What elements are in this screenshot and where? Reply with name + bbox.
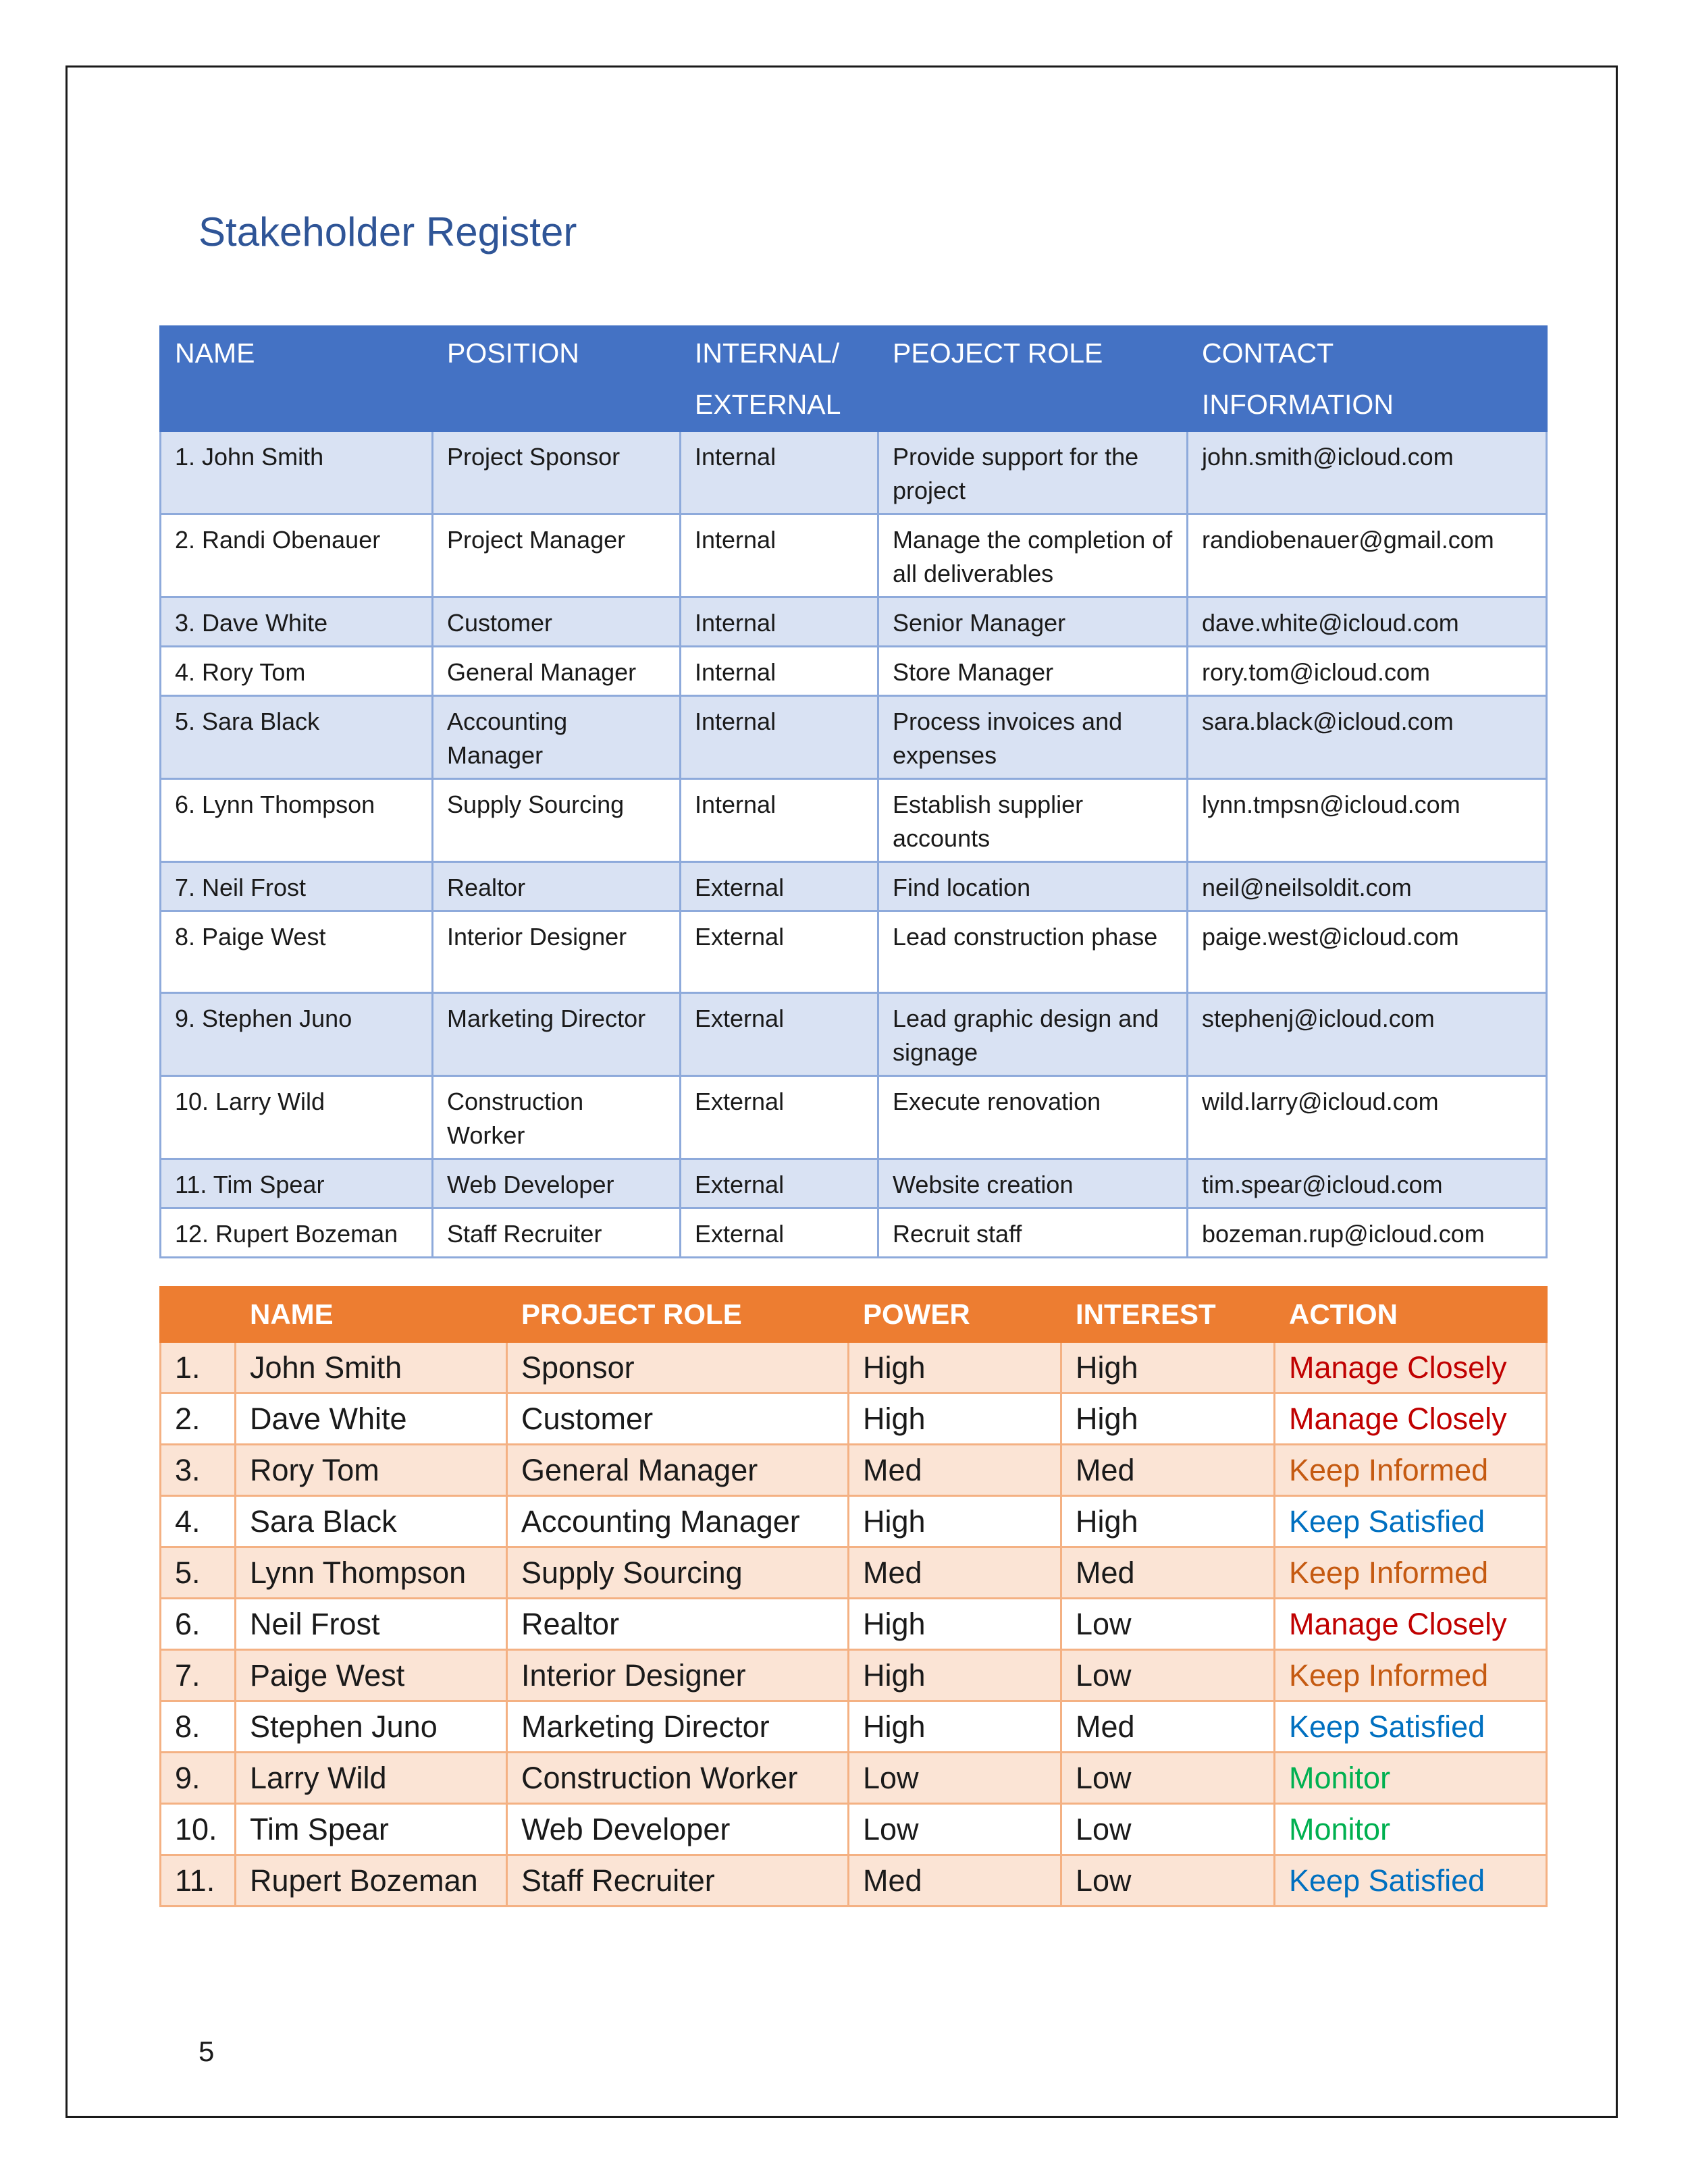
contact-cell: paige.west@icloud.com	[1188, 911, 1547, 993]
internal-external-cell: Internal	[681, 514, 878, 597]
project-role-cell: Lead graphic design and signage	[878, 993, 1188, 1076]
project-role-cell: Provide support for the project	[878, 431, 1188, 514]
table-row	[161, 1342, 1547, 1393]
interest-cell: Med	[1061, 1701, 1275, 1753]
action-cell: Monitor	[1275, 1804, 1547, 1855]
power-cell: High	[849, 1496, 1061, 1547]
internal-external-cell: External	[681, 993, 878, 1076]
register-header-row	[161, 327, 1547, 431]
table-row	[161, 1855, 1547, 1907]
position-cell: Accounting Manager	[433, 696, 681, 779]
interest-cell: High	[1061, 1342, 1275, 1393]
position-cell: Customer	[433, 597, 681, 647]
internal-external-cell: Internal	[681, 647, 878, 696]
internal-external-cell: External	[681, 1159, 878, 1208]
project-role-cell: Establish supplier accounts	[878, 779, 1188, 862]
table-row	[161, 911, 1547, 993]
column-header: NAME	[161, 327, 433, 431]
power-cell: Med	[849, 1445, 1061, 1496]
column-header	[161, 1287, 236, 1342]
name-cell: 7. Neil Frost	[161, 862, 433, 911]
contact-cell: john.smith@icloud.com	[1188, 431, 1547, 514]
column-header: POWER	[849, 1287, 1061, 1342]
project-role-cell: Sponsor	[507, 1342, 849, 1393]
internal-external-cell: Internal	[681, 779, 878, 862]
column-header: PEOJECT ROLE	[878, 327, 1188, 431]
action-cell: Keep Satisfied	[1275, 1855, 1547, 1907]
contact-cell: sara.black@icloud.com	[1188, 696, 1547, 779]
table-row	[161, 1393, 1547, 1445]
position-cell: Project Manager	[433, 514, 681, 597]
column-header: POSITION	[433, 327, 681, 431]
table-row	[161, 1753, 1547, 1804]
internal-external-cell: Internal	[681, 431, 878, 514]
table-row	[161, 597, 1547, 647]
position-cell: Web Developer	[433, 1159, 681, 1208]
table-row	[161, 1599, 1547, 1650]
contact-cell: stephenj@icloud.com	[1188, 993, 1547, 1076]
project-role-cell: Recruit staff	[878, 1208, 1188, 1258]
internal-external-cell: External	[681, 1076, 878, 1159]
table-row	[161, 647, 1547, 696]
name-cell: Tim Spear	[236, 1804, 507, 1855]
number-cell: 4.	[161, 1496, 236, 1547]
column-header: NAME	[236, 1287, 507, 1342]
action-cell: Keep Informed	[1275, 1650, 1547, 1701]
interest-cell: Med	[1061, 1547, 1275, 1599]
name-cell: 12. Rupert Bozeman	[161, 1208, 433, 1258]
action-cell: Keep Informed	[1275, 1547, 1547, 1599]
contact-cell: tim.spear@icloud.com	[1188, 1159, 1547, 1208]
name-cell: 1. John Smith	[161, 431, 433, 514]
project-role-cell: Manage the completion of all deliverables	[878, 514, 1188, 597]
table-row	[161, 696, 1547, 779]
project-role-cell: Senior Manager	[878, 597, 1188, 647]
column-header: ACTION	[1275, 1287, 1547, 1342]
number-cell: 1.	[161, 1342, 236, 1393]
name-cell: Neil Frost	[236, 1599, 507, 1650]
action-cell: Keep Satisfied	[1275, 1701, 1547, 1753]
position-cell: Interior Designer	[433, 911, 681, 993]
position-cell: General Manager	[433, 647, 681, 696]
name-cell: Larry Wild	[236, 1753, 507, 1804]
contact-cell: bozeman.rup@icloud.com	[1188, 1208, 1547, 1258]
power-cell: Med	[849, 1547, 1061, 1599]
number-cell: 6.	[161, 1599, 236, 1650]
action-cell: Manage Closely	[1275, 1393, 1547, 1445]
power-interest-table	[159, 1286, 1548, 1907]
position-cell: Construction Worker	[433, 1076, 681, 1159]
project-role-cell: Interior Designer	[507, 1650, 849, 1701]
name-cell: 2. Randi Obenauer	[161, 514, 433, 597]
power-cell: Low	[849, 1753, 1061, 1804]
table-row	[161, 1159, 1547, 1208]
number-cell: 11.	[161, 1855, 236, 1907]
table-row	[161, 779, 1547, 862]
position-cell: Realtor	[433, 862, 681, 911]
interest-cell: High	[1061, 1496, 1275, 1547]
stakeholder-register-table	[159, 325, 1548, 1258]
number-cell: 10.	[161, 1804, 236, 1855]
number-cell: 3.	[161, 1445, 236, 1496]
table-row	[161, 993, 1547, 1076]
position-cell: Project Sponsor	[433, 431, 681, 514]
name-cell: 11. Tim Spear	[161, 1159, 433, 1208]
table-row	[161, 431, 1547, 514]
interest-cell: Low	[1061, 1650, 1275, 1701]
name-cell: Stephen Juno	[236, 1701, 507, 1753]
table-row	[161, 862, 1547, 911]
number-cell: 5.	[161, 1547, 236, 1599]
interest-cell: Med	[1061, 1445, 1275, 1496]
project-role-cell: Process invoices and expenses	[878, 696, 1188, 779]
column-header: INTEREST	[1061, 1287, 1275, 1342]
project-role-cell: Store Manager	[878, 647, 1188, 696]
name-cell: Rory Tom	[236, 1445, 507, 1496]
power-cell: Med	[849, 1855, 1061, 1907]
name-cell: 9. Stephen Juno	[161, 993, 433, 1076]
position-cell: Marketing Director	[433, 993, 681, 1076]
table-row	[161, 1076, 1547, 1159]
name-cell: 6. Lynn Thompson	[161, 779, 433, 862]
interest-cell: Low	[1061, 1804, 1275, 1855]
name-cell: Sara Black	[236, 1496, 507, 1547]
contact-cell: neil@neilsoldit.com	[1188, 862, 1547, 911]
table-row	[161, 1547, 1547, 1599]
power-cell: High	[849, 1393, 1061, 1445]
project-role-cell: Web Developer	[507, 1804, 849, 1855]
action-cell: Keep Satisfied	[1275, 1496, 1547, 1547]
project-role-cell: General Manager	[507, 1445, 849, 1496]
project-role-cell: Marketing Director	[507, 1701, 849, 1753]
number-cell: 7.	[161, 1650, 236, 1701]
column-header: PROJECT ROLE	[507, 1287, 849, 1342]
name-cell: Dave White	[236, 1393, 507, 1445]
power-interest-header-row	[161, 1287, 1547, 1342]
table-row	[161, 1804, 1547, 1855]
power-cell: High	[849, 1701, 1061, 1753]
power-cell: High	[849, 1342, 1061, 1393]
contact-cell: randiobenauer@gmail.com	[1188, 514, 1547, 597]
action-cell: Manage Closely	[1275, 1342, 1547, 1393]
interest-cell: Low	[1061, 1599, 1275, 1650]
project-role-cell: Realtor	[507, 1599, 849, 1650]
table-row	[161, 1496, 1547, 1547]
internal-external-cell: External	[681, 1208, 878, 1258]
name-cell: Paige West	[236, 1650, 507, 1701]
page-number: 5	[199, 2035, 215, 2067]
name-cell: 8. Paige West	[161, 911, 433, 993]
contact-cell: wild.larry@icloud.com	[1188, 1076, 1547, 1159]
table-row	[161, 1650, 1547, 1701]
number-cell: 8.	[161, 1701, 236, 1753]
position-cell: Staff Recruiter	[433, 1208, 681, 1258]
column-header: CONTACT INFORMATION	[1188, 327, 1547, 431]
contact-cell: rory.tom@icloud.com	[1188, 647, 1547, 696]
project-role-cell: Construction Worker	[507, 1753, 849, 1804]
interest-cell: Low	[1061, 1855, 1275, 1907]
internal-external-cell: Internal	[681, 696, 878, 779]
name-cell: Lynn Thompson	[236, 1547, 507, 1599]
column-header: INTERNAL/ EXTERNAL	[681, 327, 878, 431]
table-row	[161, 1208, 1547, 1258]
table-row	[161, 1445, 1547, 1496]
internal-external-cell: Internal	[681, 597, 878, 647]
project-role-cell: Supply Sourcing	[507, 1547, 849, 1599]
project-role-cell: Staff Recruiter	[507, 1855, 849, 1907]
project-role-cell: Lead construction phase	[878, 911, 1188, 993]
power-cell: High	[849, 1599, 1061, 1650]
name-cell: 3. Dave White	[161, 597, 433, 647]
page-title: Stakeholder Register	[199, 209, 577, 255]
name-cell: 5. Sara Black	[161, 696, 433, 779]
power-cell: Low	[849, 1804, 1061, 1855]
project-role-cell: Customer	[507, 1393, 849, 1445]
contact-cell: lynn.tmpsn@icloud.com	[1188, 779, 1547, 862]
action-cell: Keep Informed	[1275, 1445, 1547, 1496]
interest-cell: High	[1061, 1393, 1275, 1445]
interest-cell: Low	[1061, 1753, 1275, 1804]
contact-cell: dave.white@icloud.com	[1188, 597, 1547, 647]
number-cell: 2.	[161, 1393, 236, 1445]
project-role-cell: Execute renovation	[878, 1076, 1188, 1159]
project-role-cell: Find location	[878, 862, 1188, 911]
power-cell: High	[849, 1650, 1061, 1701]
internal-external-cell: External	[681, 862, 878, 911]
name-cell: Rupert Bozeman	[236, 1855, 507, 1907]
project-role-cell: Accounting Manager	[507, 1496, 849, 1547]
name-cell: John Smith	[236, 1342, 507, 1393]
internal-external-cell: External	[681, 911, 878, 993]
project-role-cell: Website creation	[878, 1159, 1188, 1208]
table-row	[161, 1701, 1547, 1753]
action-cell: Monitor	[1275, 1753, 1547, 1804]
position-cell: Supply Sourcing	[433, 779, 681, 862]
name-cell: 4. Rory Tom	[161, 647, 433, 696]
table-row	[161, 514, 1547, 597]
action-cell: Manage Closely	[1275, 1599, 1547, 1650]
number-cell: 9.	[161, 1753, 236, 1804]
name-cell: 10. Larry Wild	[161, 1076, 433, 1159]
